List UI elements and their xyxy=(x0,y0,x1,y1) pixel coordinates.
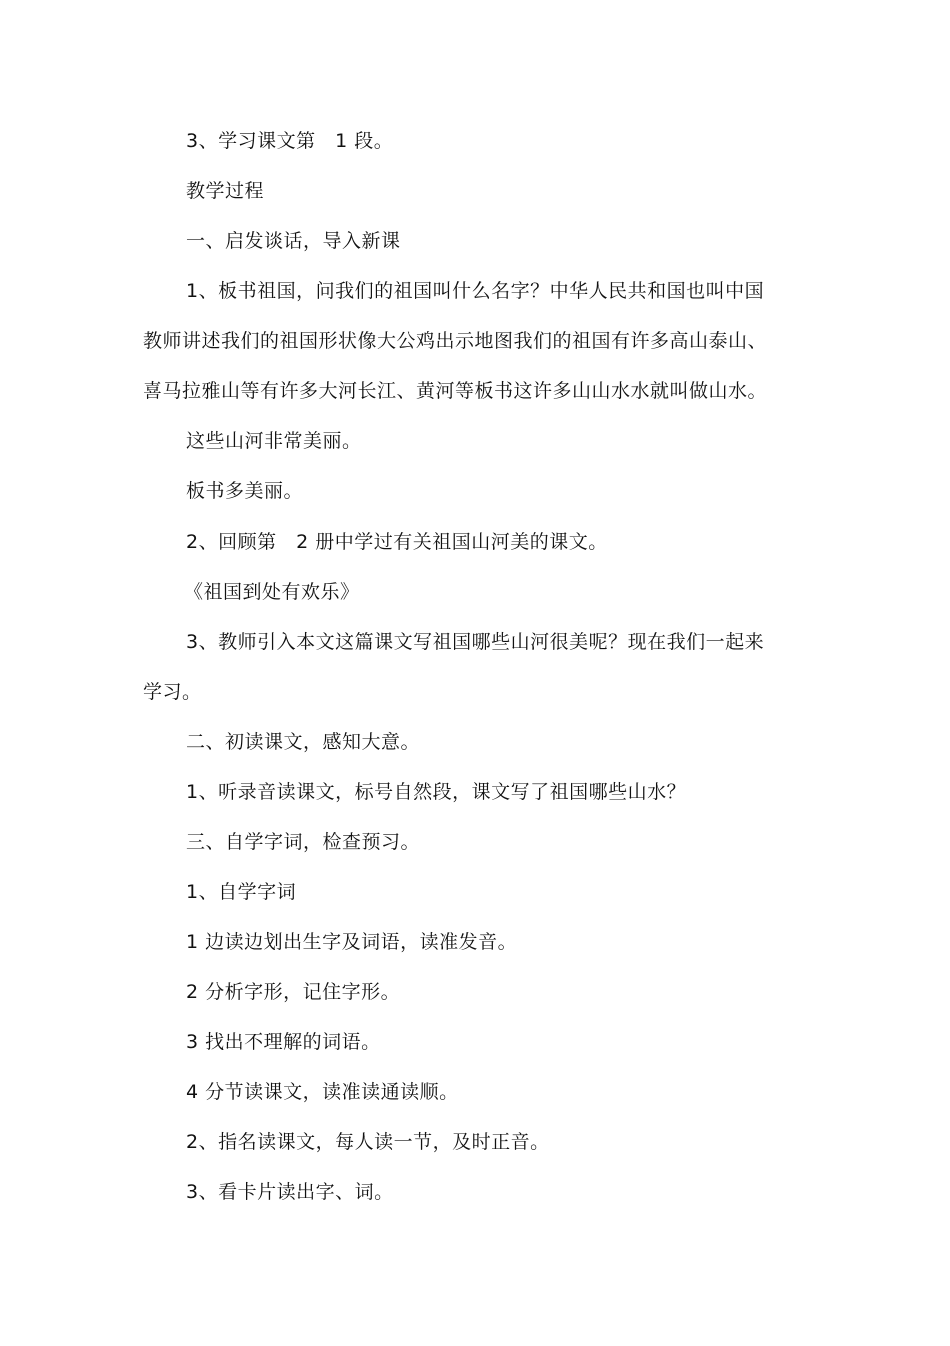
text-line-item-3-continued: 学习。 xyxy=(143,681,202,703)
text-line-section-3-item-3: 3、看卡片读出字、词。 xyxy=(186,1181,394,1203)
text-line-step-3-study-paragraph-1: 3、学习课文第 1 段。 xyxy=(186,130,394,152)
text-line-teaching-process-heading: 教学过程 xyxy=(186,180,265,202)
text-line-section-3-item-2: 2、指名读课文，每人读一节，及时正音。 xyxy=(186,1131,550,1153)
text-line-item-1-continued-b: 喜马拉雅山等有许多大河长江、黄河等板书这许多山山水水就叫做山水。 xyxy=(143,380,768,402)
text-line-section-1-heading: 一、启发谈话，导入新课 xyxy=(186,230,401,252)
text-line-subitem-1: 1 边读边划出生字及词语，读准发音。 xyxy=(186,931,518,953)
text-line-section-2-item-1: 1、听录音读课文，标号自然段，课文写了祖国哪些山水？ xyxy=(186,781,687,803)
text-line-section-3-heading: 三、自学字词，检查预习。 xyxy=(186,831,421,853)
text-line-blackboard-beautiful: 板书多美丽。 xyxy=(186,480,304,502)
text-line-item-1-blackboard: 1、板书祖国，问我们的祖国叫什么名字？中华人民共和国也叫中国 xyxy=(186,280,765,302)
text-line-mountains-beautiful: 这些山河非常美丽。 xyxy=(186,430,362,452)
text-line-section-3-item-1: 1、自学字词 xyxy=(186,881,297,903)
text-line-item-2-review: 2、回顾第 2 册中学过有关祖国山河美的课文。 xyxy=(186,531,608,553)
text-line-subitem-4: 4 分节读课文，读准读通读顺。 xyxy=(186,1081,459,1103)
text-line-item-1-continued-a: 教师讲述我们的祖国形状像大公鸡出示地图我们的祖国有许多高山泰山、 xyxy=(143,330,768,352)
text-line-item-3-introduce: 3、教师引入本文这篇课文写祖国哪些山河很美呢？现在我们一起来 xyxy=(186,631,765,653)
text-line-section-2-heading: 二、初读课文，感知大意。 xyxy=(186,731,421,753)
text-line-subitem-2: 2 分析字形，记住字形。 xyxy=(186,981,401,1003)
text-line-subitem-3: 3 找出不理解的词语。 xyxy=(186,1031,381,1053)
text-line-book-title: 《祖国到处有欢乐》 xyxy=(184,581,360,603)
